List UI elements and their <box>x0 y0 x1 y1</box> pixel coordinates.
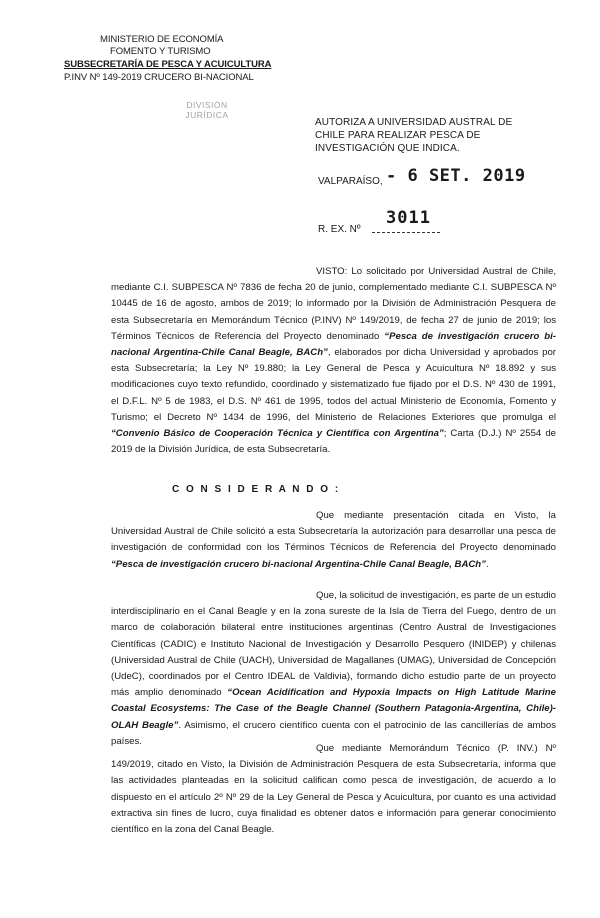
ministry-name: MINISTERIO DE ECONOMÍA <box>100 34 224 45</box>
c1-project-name: “Pesca de investigación crucero bi-nacional Argentina-Chile Canal Beagle, BACh” <box>111 558 486 570</box>
c2-project-name: “Ocean Acidification and Hypoxia Impacts on High Latitude Marine Coastal Ecosystems: The Case of the Beagle Channel (Southern Patagonia-Argentina, Chile)- OLAH Beagle” <box>111 687 556 731</box>
considerando-paragraph-2 <box>111 588 556 750</box>
visto-lead: VISTO: Lo solicitado por Universidad Austral de Chile, mediante C.I. SUBPESCA Nº 7836 de fecha 20 de junio, complementado mediante C.I. SUBPESCA Nº 10445 de 16 de agosto, ambos de 2019; lo informado por la División de Administración Pesquera de esta Subsecretaría en Memorándum Técnico (P.INV) Nº 149/2019, de fecha 27 de junio de 2019; los Términos Técnicos de Referencia del Proyecto denominado <box>111 266 556 342</box>
place-label: VALPARAÍSO, <box>318 176 383 187</box>
reference-code: P.INV Nº 149-2019 CRUCERO BI-NACIONAL <box>64 72 254 83</box>
visto-tail: ; Carta (D.J.) Nº 2554 de 2019 de la División Jurídica, de esta Subsecretaría. <box>111 428 556 456</box>
division-stamp <box>182 100 232 126</box>
rex-label: R. EX. Nº <box>318 224 361 235</box>
visto-paragraph <box>111 264 556 458</box>
c1-tail: . <box>485 558 489 570</box>
subsecretariat-name: SUBSECRETARÍA DE PESCA Y ACUICULTURA <box>64 59 272 70</box>
stamp-line-2: JURÍDICA <box>185 110 229 120</box>
c1-lead: Que mediante presentación citada en Visto, la Universidad Austral de Chile solicitó a esta Subsecretaría la autorización para desarrollar una pesca de investigación de conformidad con los Términos Técnicos de Referencia del Proyecto denominado <box>111 510 556 554</box>
rex-number: 3011 <box>386 208 431 228</box>
considerando-heading: C O N S I D E R A N D O : <box>172 484 341 495</box>
c2-tail: . Asimismo, el crucero científico cuenta con el patrocinio de las cancillerías de ambos países. <box>111 719 556 747</box>
c2-lead: Que, la solicitud de investigación, es parte de un estudio interdisciplinario en el Canal Beagle y en la zona sureste de la Isla de Tierra del Fuego, dentro de un marco de colaboración bilateral entre instituciones argentinas (Centro Austral de Investigaciones Científicas (CADIC) e Instituto Nacional de Investigación y Desarrollo Pesquero (INIDEP) y chilenas (Universidad Austral de Chile (UACH), Universidad de Magallanes (UMAG), Universidad de Concepción (UdeC), coordinados por el Centro IDEAL de Valdivia), formando dicho estudio parte de un proyecto más amplio denominado <box>111 590 556 699</box>
visto-project-name: “Pesca de investigación crucero bi-nacional Argentina-Chile Canal Beagle, BACh” <box>111 330 556 359</box>
considerando-paragraph-1 <box>111 508 556 573</box>
resolution-title: AUTORIZA A UNIVERSIDAD AUSTRAL DE CHILE PARA REALIZAR PESCA DE INVESTIGACIÓN QUE INDICA. <box>315 117 513 154</box>
visto-mid: , elaborados por dicha Universidad y aprobados por esta Subsecretaría; la Ley Nº 19.880; la Ley General de Pesca y Acuicultura Nº 18.892 y sus modificaciones cuyo texto refundido, coordinado y sistematizado fue fijado por el D.S. Nº 430 de 1991, el D.F.L. Nº 5 de 1983, el D.S. Nº 461 de 1995, todos del actual Ministerio de Economía, Fomento y Turismo; el Decreto Nº 1434 de 1996, del Ministerio de Relaciones Exteriores que promulga el <box>111 347 557 423</box>
ministry-subtitle: FOMENTO Y TURISMO <box>110 46 211 57</box>
date-stamp: - 6 SET. 2019 <box>386 166 526 186</box>
considerando-paragraph-3: Que mediante Memorándum Técnico (P. INV.) Nº 149/2019, citado en Visto, la División de Administración Pesquera de esta Subsecretaría, informa que las actividades planteadas en la solicitud califican como pesca de investigación, de acuerdo a lo dispuesto en el artículo 2º Nº 29 de la Ley General de Pesca y Acuicultura, por cuanto es una actividad extractiva sin fines de lucro, cuya finalidad es obtener datos e información para generar conocimiento científico en la zona del Canal Beagle. <box>111 743 556 836</box>
stamp-line-1: DIVISIÓN <box>186 100 228 110</box>
rex-underline <box>372 232 440 233</box>
visto-convenio-name: “Convenio Básico de Cooperación Técnica y Científica con Argentina” <box>111 428 444 440</box>
